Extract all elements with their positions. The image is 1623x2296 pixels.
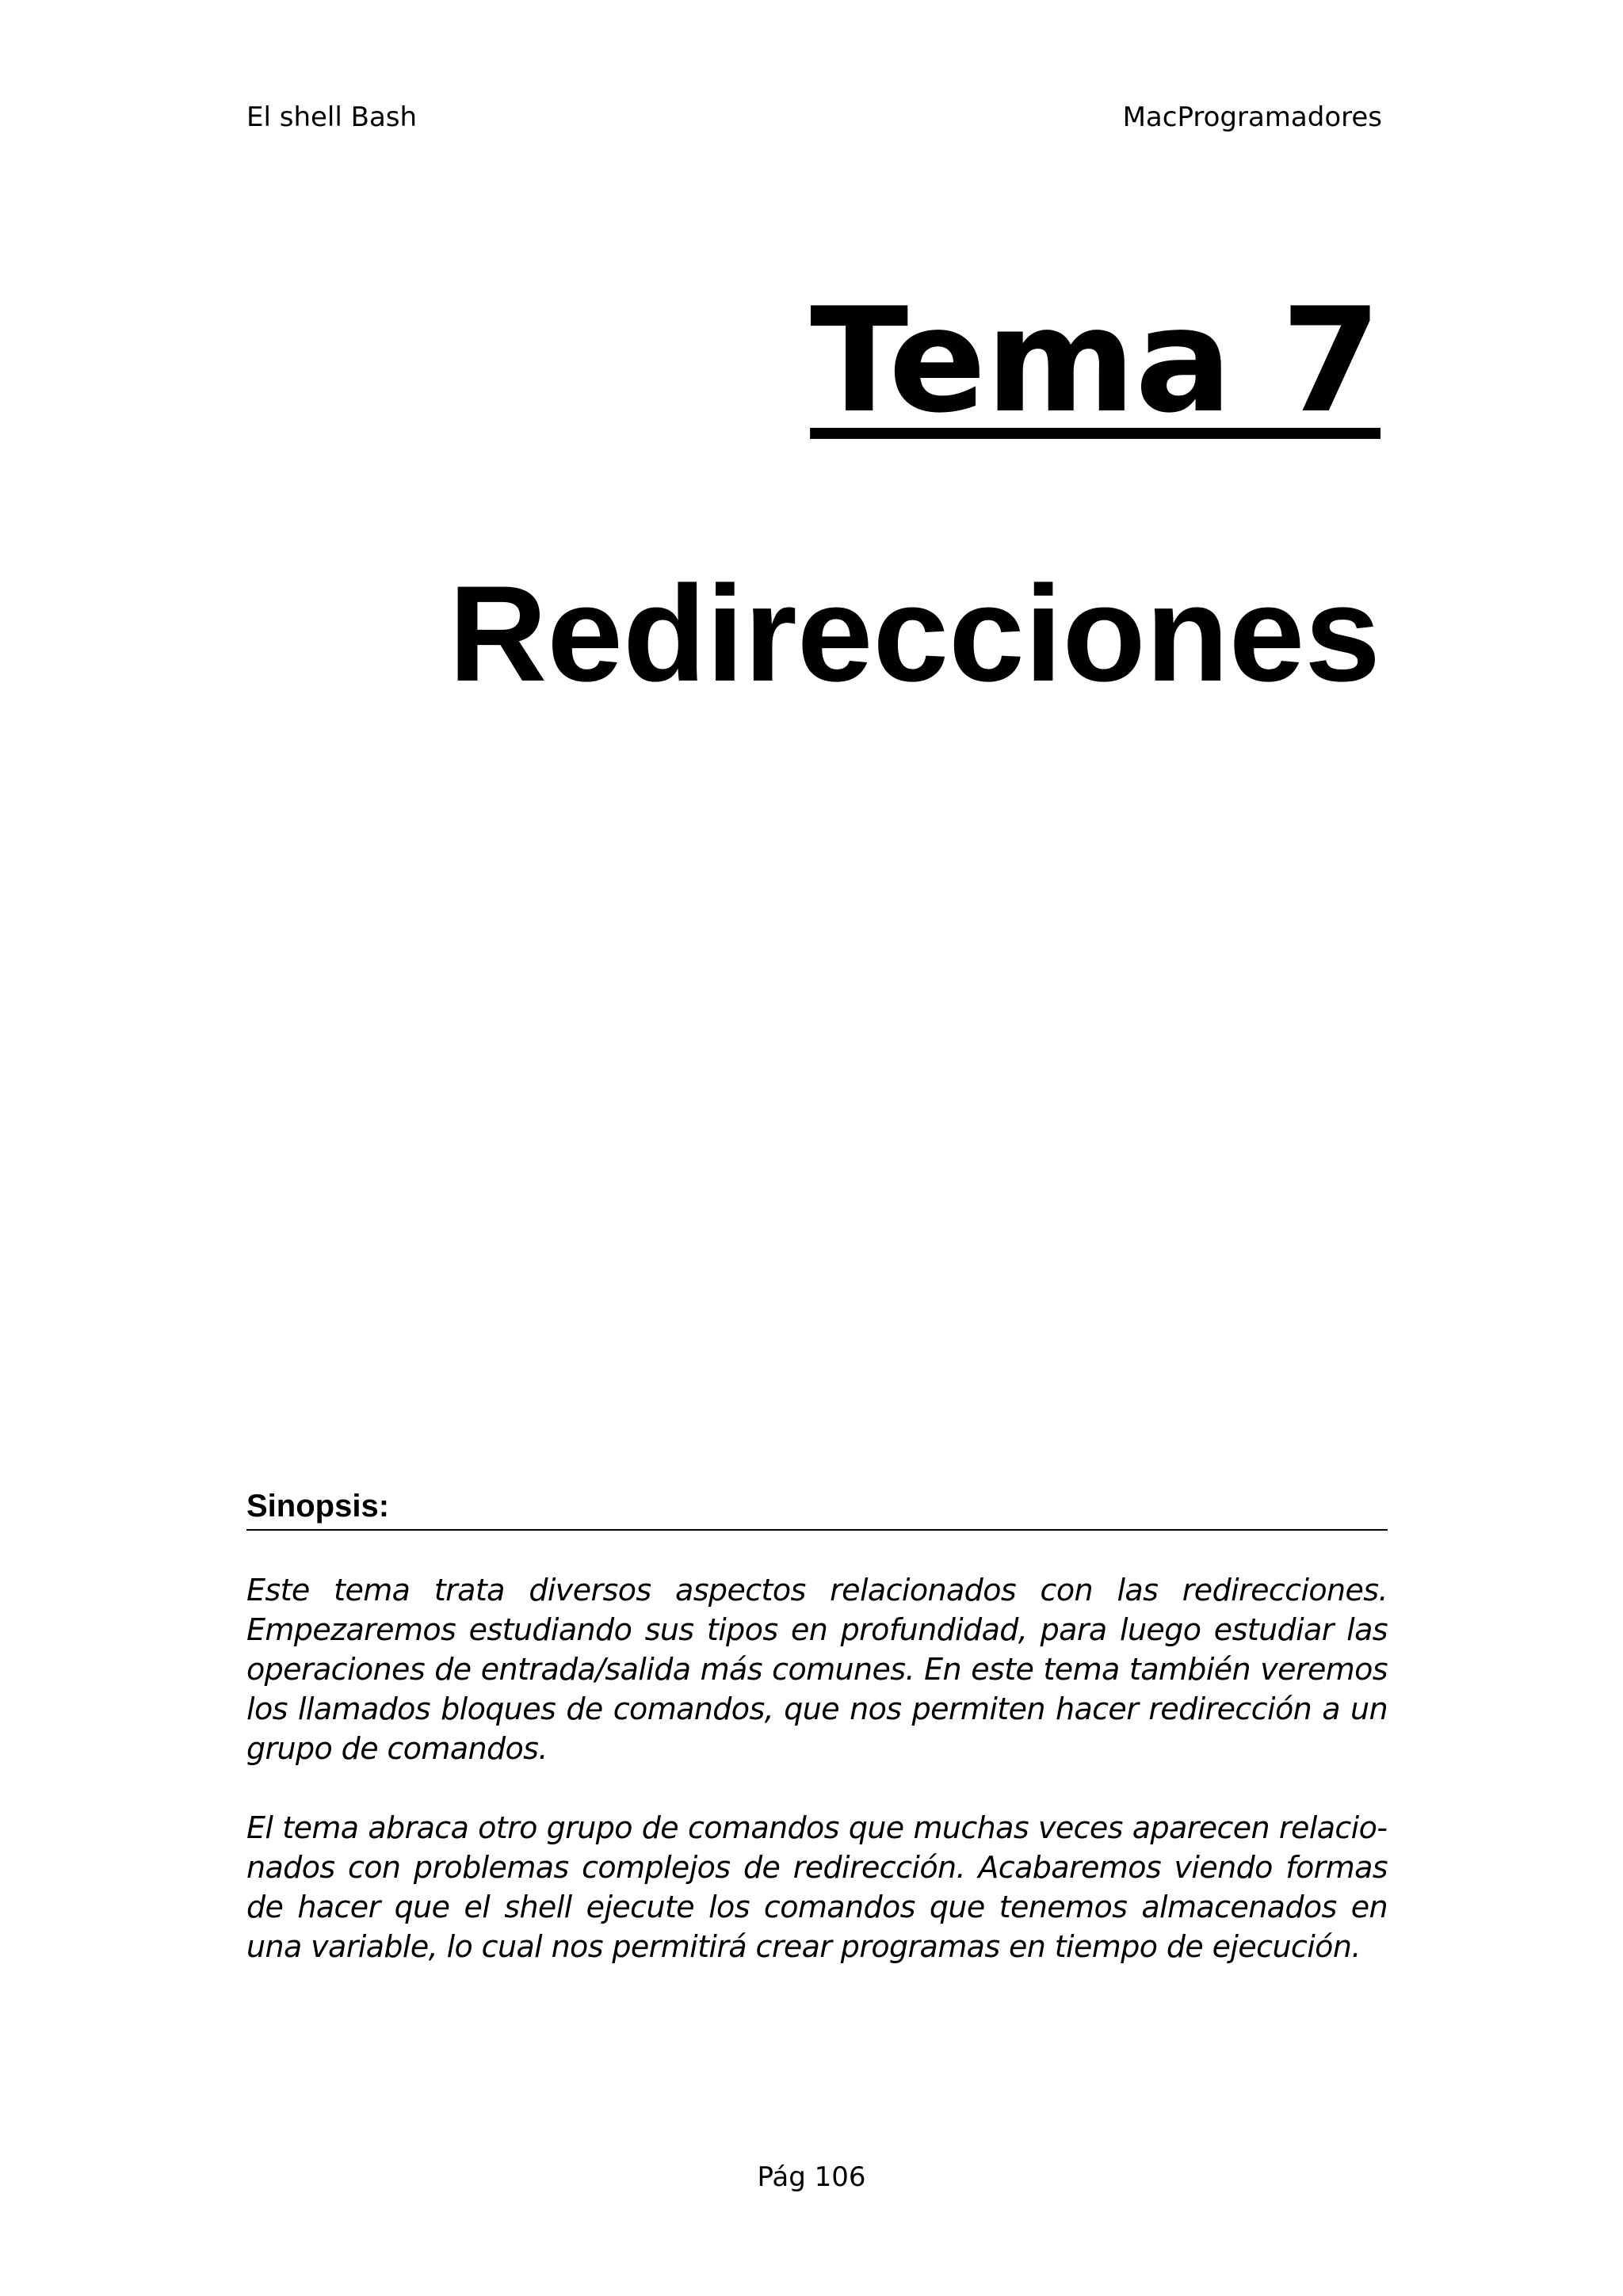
synopsis-heading: Sinopsis: xyxy=(246,1486,1388,1531)
page-number: Pág 106 xyxy=(757,2161,866,2193)
synopsis-paragraph: El tema abraca otro grupo de comandos que muchas veces aparecen relacionados con problemas complejos de redirección. Acabaremos viendo formas de hacer que el shell ejecute los comandos que tenemos almacenados en una variable, lo cual nos permitirá crear programas en tiempo de ejecución. xyxy=(246,1810,1388,1964)
running-header-publisher: MacProgramadores xyxy=(1122,101,1382,133)
synopsis-paragraph: Este tema trata diversos aspectos relacionados con las redirecciones. Empezaremos estudiando sus tipos en profundidad, para luego estudiar las operaciones de entrada/salida más comunes. En este tema también veremos los llamados bloques de comandos, que nos permiten hacer redirección a un grupo de comandos. xyxy=(246,1573,1388,1766)
chapter-title: Redirecciones xyxy=(449,558,1381,710)
chapter-number: Tema 7 xyxy=(810,277,1381,444)
running-header-title: El shell Bash xyxy=(246,101,418,133)
synopsis-body xyxy=(246,1570,1388,2006)
